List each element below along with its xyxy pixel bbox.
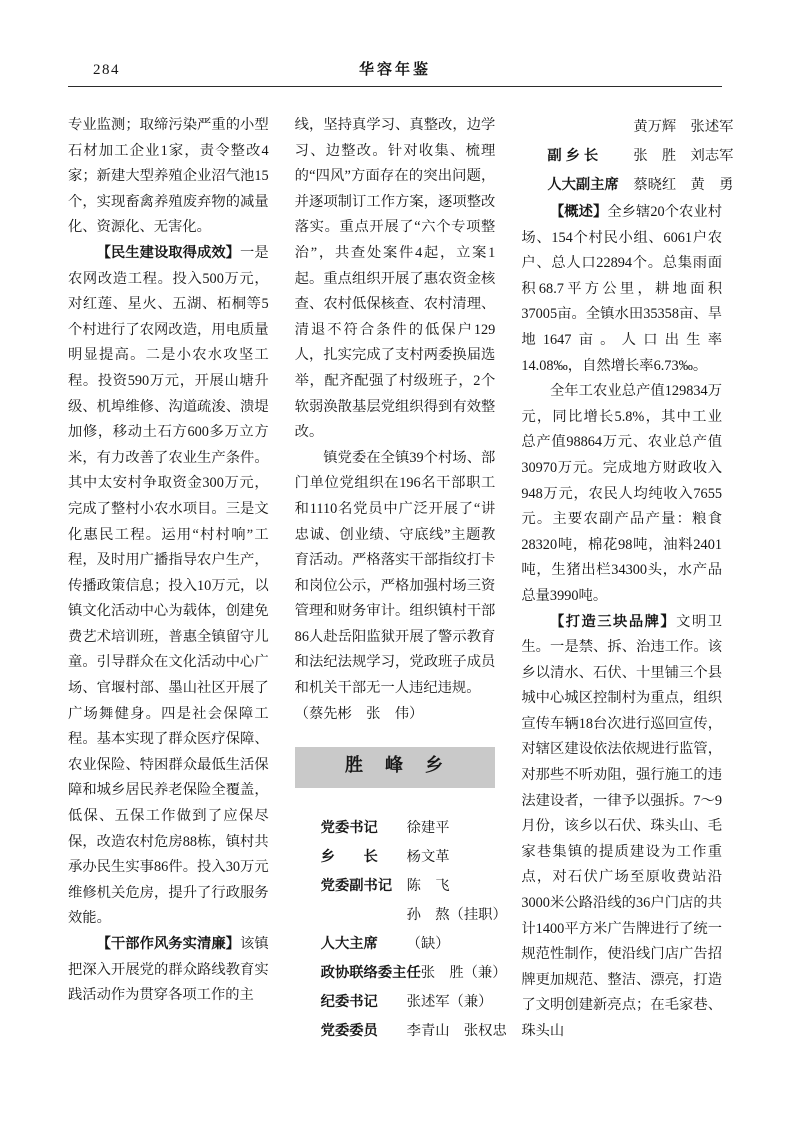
roster-title (547, 113, 633, 142)
paragraph (295, 446, 496, 702)
paragraph-text: 一是农网改造工程。投入500万元，对红莲、星火、五湖、柘桐等5个村进行了农网改造，用电质量明显提高。二是小农水攻坚工程。投资590万元，开展山塘升级、机埠维修、沟道疏浚、溃堤加修，移动土石方600多万立方米，有力改善了农业生产条件。其中太安村争取资金300万元，完成了整村小农水项目。三是文化惠民工程。运用“村村响”工程，及时用广播指导农户生产，传播政策信息；投入10万元，以镇文化活动中心为载体，创建免费艺术培训班，普惠全镇留守儿童。引导群众在文化活动中心广场、官堰村部、墨山社区开展了广场舞健身。四是社会保障工程。基本实现了群众医疗保障、农业保险、特困群众最低生活保障和城乡居民养老保险全覆盖，低保、五保工作做到了应保尽保，改造农村危房88栋，镇村共承办民生实事86件。投入30万元维修机关危房，提升了行政服务效能。 (68, 244, 269, 927)
paragraph-continuation (295, 113, 496, 446)
roster-row (321, 930, 496, 959)
roster-row (547, 142, 734, 171)
roster-name: 李青山 张权忠 (406, 1022, 507, 1039)
roster-name: 蔡晓红 黄 勇 (633, 177, 734, 193)
page-header (68, 60, 722, 87)
roster-row (321, 872, 496, 901)
roster-title: 副 乡 长 (547, 148, 599, 164)
roster-title: 党委书记 (320, 819, 378, 836)
paragraph-entry (68, 241, 269, 932)
column-1 (68, 113, 269, 1046)
roster-row (321, 901, 507, 930)
roster-title: 人大主席 (320, 935, 378, 952)
paragraph-entry (521, 200, 722, 379)
paragraph-entry (68, 932, 269, 1009)
roster-name: 徐建平 (406, 819, 450, 836)
paragraph (521, 379, 722, 609)
page-number: 284 (93, 62, 120, 78)
roster-name: 张述军（兼） (406, 993, 493, 1010)
roster-title: 党委委员 (320, 1022, 378, 1039)
roster-row (321, 814, 496, 843)
roster-row (321, 988, 496, 1017)
paragraph-text: 线，坚持真学习、真整改，边学习、边整改。针对收集、梳理的“四风”方面存在的突出问题，并逐项制订工作方案，逐项整改落实。重点开展了“六个专项整治”，共查处案件4起，立案1起。重点组织开展了惠农资金核查、农村低保核查、农村清理、清退不符合条件的低保户129人，扎实完成了支村两委换届选举，配齐配强了村级班子，2个软弱涣散基层党组织得到有效整改。 (294, 117, 496, 441)
roster-name: （缺） (406, 935, 450, 952)
roster-title: 乡 长 (320, 848, 378, 865)
roster-row (320, 959, 507, 988)
paragraph-text: 文明卫生。一是禁、拆、治违工作。该乡以清水、石伏、十里铺三个县城中心城区控制村为重点，组织宣传车辆18台次进行巡回宣传，对辖区建设依法依规进行监管，对那些不听劝阻，强行施工的违法建设者，一律予以强拆。7～9月份，该乡以石伏、珠头山、毛家巷集镇的提质建设为工作重点，对石伏广场至原收费站沿3000米公路沿线的36户门店的共计1400平方米广告牌进行了统一规范性制作，使沿线门店广告招牌更加规范、整洁、漂亮，打造了文明创建新亮点；在毛家巷、珠头山 (521, 613, 723, 1039)
book-title: 华容年鉴 (358, 62, 431, 78)
roster-row (547, 171, 734, 200)
paragraph-entry (521, 610, 722, 1045)
roster-row (547, 113, 734, 142)
roster-name: 杨文革 (406, 848, 450, 865)
paragraph-text: 专业监测；取缔污染严重的小型石材加工企业1家，责令整改4家；新建大型养殖企业沼气池15个，实现畜禽养殖废弃物的减量化、资源化、无害化。 (68, 117, 269, 236)
paragraph-continuation (68, 113, 269, 241)
roster-title: 党委副书记 (320, 877, 393, 894)
paragraph-text: 镇党委在全镇39个村场、部门单位党组织在196名干部职工和1110名党员中广泛开展了“讲忠诚、创业绩、守底线”主题教育活动。严格落实干部指纹打卡和岗位公示，严格加强村场三资管理和财务审计。组织镇村干部86人赴岳阳监狱开展了警示教育和法纪法规学习，党政班子成员和机关干部无一人违纪违规。 (294, 449, 496, 697)
paragraph-text: 全年工农业总产值129834万元，同比增长5.8%，其中工业总产值98864万元、农业总产值30970万元。完成地方财政收入948万元，农民人均纯收入7655元。主要农副产品产量：粮食28320吨，棉花98吨，油料2401吨，生猪出栏34300头，水产品总量3990吨。 (521, 383, 723, 604)
roster-name: 张 胜（兼） (420, 964, 507, 981)
roster-title (321, 901, 407, 930)
text-columns (68, 113, 734, 1046)
entry-heading: 【干部作风务实清廉】 (96, 936, 241, 952)
leadership-roster (295, 814, 507, 1046)
roster-name: 陈 飞 (406, 877, 450, 894)
roster-row (320, 1017, 507, 1046)
paragraph-text: 全乡辖20个农业村场、154个村民小组、6061户农户、总人口22894个。总集雨面积68.7平方公里，耕地面积37005亩。全镇水田35358亩、旱地1647亩。人口出生率14.08‰，自然增长率6.73‰。 (521, 204, 723, 374)
roster-row (321, 843, 496, 872)
roster-title: 纪委书记 (320, 993, 378, 1010)
roster-title: 人大副主席 (547, 177, 619, 193)
column-3 (521, 113, 734, 1046)
entry-heading: 【民生建设取得成效】 (96, 244, 241, 261)
entry-heading: 【打造三块品牌】 (549, 613, 677, 630)
section-title: 胜 峰 乡 (345, 755, 445, 776)
roster-name: 孙 熬（挂职） (406, 906, 507, 923)
paragraph-text: 该镇把深入开展党的群众路线教育实践活动作为贯穿各项工作的主 (68, 936, 269, 1004)
byline: （蔡先彬 张 伟） (294, 705, 424, 722)
roster-name: 黄万辉 张述军 (633, 119, 734, 135)
column-2 (294, 113, 507, 1046)
section-title-bar (295, 747, 496, 788)
roster-title: 政协联络委主任 (320, 964, 421, 981)
leadership-roster-continued (521, 113, 734, 200)
entry-heading: 【概述】 (549, 204, 608, 220)
roster-name: 张 胜 刘志军 (633, 148, 734, 164)
